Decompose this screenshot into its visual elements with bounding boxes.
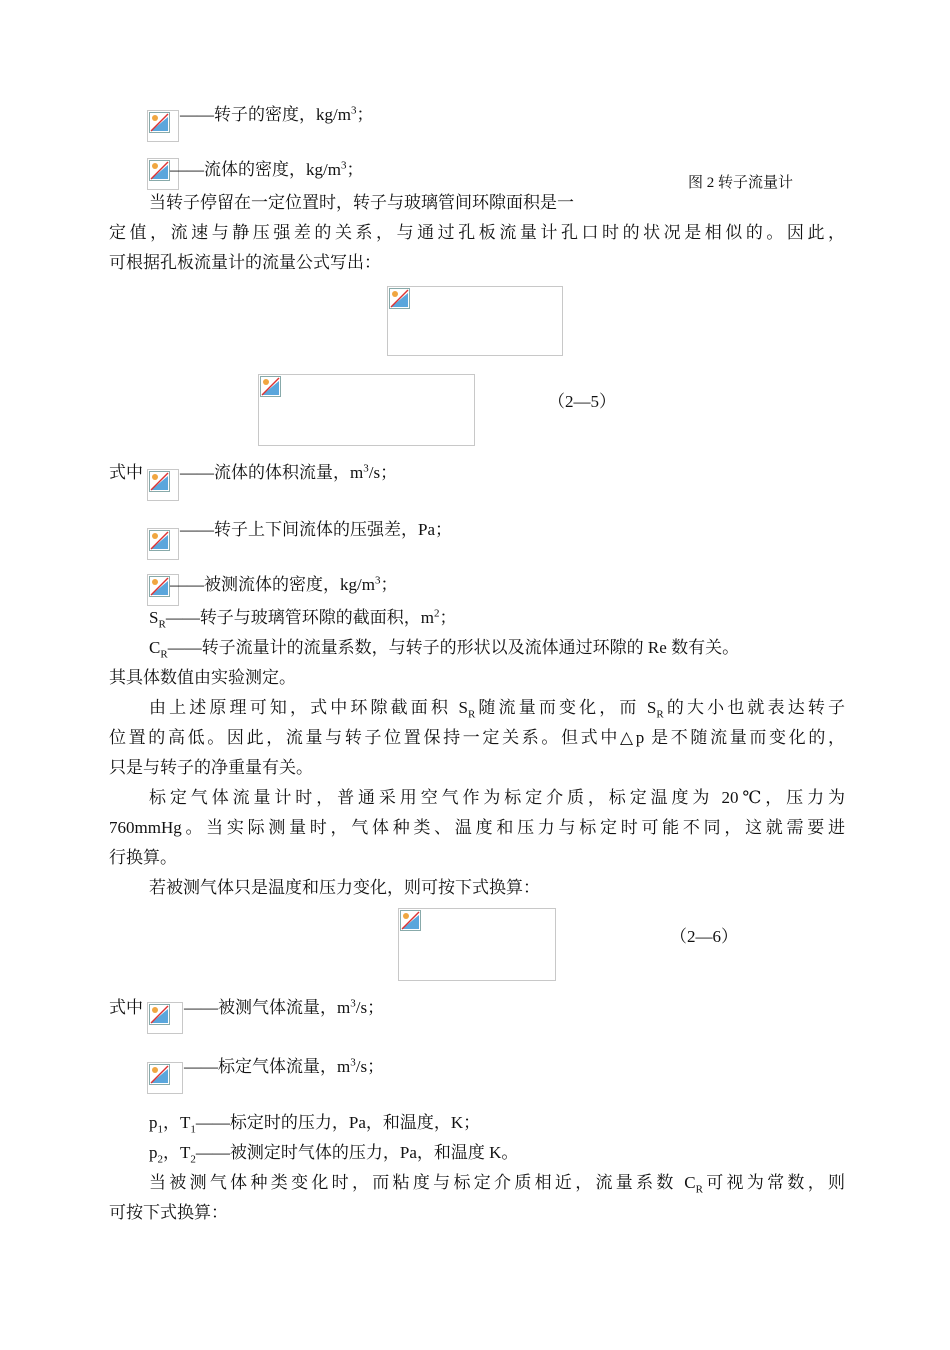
figure-caption: 图 2 转子流量计 — [688, 175, 794, 191]
broken-image-icon — [260, 376, 281, 397]
para5-line2: 可按下式换算： — [109, 1203, 228, 1222]
dp-desc-line: ——转子上下间流体的压强差，Pa； — [180, 520, 452, 539]
formula-image-dp — [147, 528, 179, 560]
cr-desc-line2: 其具体数值由实验测定。 — [109, 668, 296, 687]
v2-desc-line: ——被测气体流量，$m^3/s$； — [184, 997, 385, 1017]
para1-line2: 定值，流速与静压强差的关系，与通过孔板流量计孔口时的状况是相似的。因此， — [109, 223, 845, 242]
formula-image-vs — [147, 469, 179, 501]
sr-desc-line: $S_R——$转子与玻璃管环隙的截面积，$m^2$； — [149, 607, 457, 631]
broken-image-icon — [149, 1004, 170, 1025]
p1-t1-line: $p_1$，$T_1——$标定时的压力，Pa，和温度，K； — [149, 1113, 481, 1136]
broken-image-icon — [149, 160, 170, 181]
para4-line: 若被测气体只是温度和压力变化，则可按下式换算： — [149, 878, 540, 897]
formula-image-v1 — [147, 1062, 183, 1094]
para2-line2: 位置的高低。因此，流量与转子位置保持一定关系。但式中△p 是不随流量而变化的， — [109, 728, 845, 747]
equation-number-2-6: （2—6） — [670, 927, 738, 946]
vs-desc-line: ——流体的体积流量，$m^3/s$； — [180, 462, 398, 482]
broken-image-icon — [149, 530, 170, 551]
formula-image-rho-rotor — [147, 110, 179, 142]
para3-line3: 行换算。 — [109, 848, 177, 867]
formula-image-eq-2-5 — [258, 374, 475, 446]
where-label-1: 式中 — [109, 463, 143, 482]
formula-image-orifice — [387, 286, 563, 356]
broken-image-icon — [149, 576, 170, 597]
formula-image-eq-2-6 — [398, 908, 556, 981]
cr-desc-line: $C_R——$转子流量计的流量系数，与转子的形状以及流体通过环隙的 Re 数有关。 — [149, 638, 740, 661]
broken-image-icon — [149, 112, 170, 133]
equation-number-2-5: （2—5） — [548, 392, 616, 411]
formula-image-v2 — [147, 1002, 183, 1034]
broken-image-icon — [400, 910, 421, 931]
para1-line3: 可根据孔板流量计的流量公式写出： — [109, 253, 381, 272]
para1-line1: 当转子停留在一定位置时，转子与玻璃管间环隙面积是一 — [149, 193, 574, 212]
para3-line2: 760mmHg。当实际测量时，气体种类、温度和压力与标定时可能不同，这就需要进 — [109, 818, 845, 837]
where-label-2: 式中 — [109, 998, 143, 1017]
broken-image-icon — [149, 1064, 170, 1085]
para2-line3: 只是与转子的净重量有关。 — [109, 758, 313, 777]
para2-line1: 由上述原理可知，式中环隙截面积 $S_R$随流量而变化，而 $S_R$的大小也就表达转子 — [149, 698, 845, 721]
para3-line1: 标定气体流量计时，普通采用空气作为标定介质，标定温度为 20℃，压力为 — [149, 788, 845, 807]
p2-t2-line: $p_2$，$T_2——$被测定时气体的压力，Pa，和温度 K。 — [149, 1143, 519, 1166]
rho-rotor-line: ——转子的密度，$kg/m^3$； — [180, 104, 374, 124]
para5-line1: 当被测气体种类变化时，而粘度与标定介质相近，流量系数 $C_R$可视为常数，则 — [149, 1173, 846, 1196]
rho-fluid-line: ——流体的密度，$kg/m^3$； — [170, 159, 364, 179]
v1-desc-line: ——标定气体流量，$m^3/s$； — [184, 1056, 385, 1076]
broken-image-icon — [389, 288, 410, 309]
broken-image-icon — [149, 471, 170, 492]
rho-desc-line: ——被测流体的密度，$kg/m^3$； — [170, 574, 398, 594]
